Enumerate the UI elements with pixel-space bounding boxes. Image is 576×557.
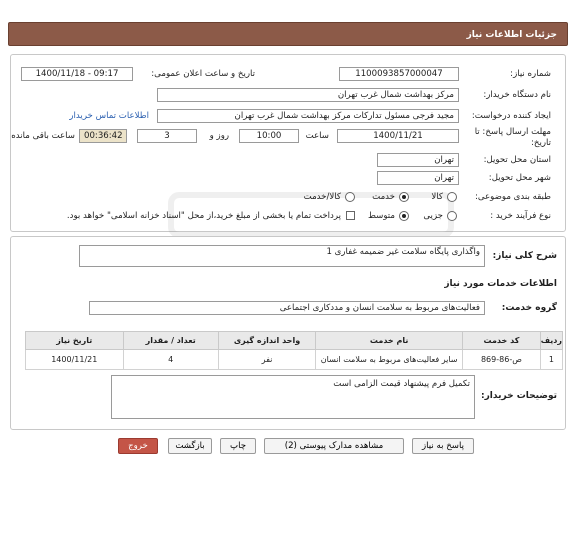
- buyer-org-label: نام دستگاه خریدار:: [483, 90, 551, 100]
- announce-label: تاریخ و ساعت اعلان عمومی:: [151, 69, 255, 79]
- province-label: استان محل تحویل:: [483, 155, 551, 165]
- actions-bar: [10, 430, 566, 464]
- deadline-days-label: روز و: [209, 131, 229, 141]
- category-label: طبقه بندی موضوعی:: [474, 192, 551, 202]
- process-label: نوع فرآیند خرید :: [490, 211, 551, 221]
- buyer-notes-label: توضیحات خریدار:: [481, 391, 557, 401]
- treasury-payment-checkbox[interactable]: [346, 211, 355, 220]
- table-row: [26, 350, 563, 370]
- col-name: نام خدمت: [316, 332, 463, 350]
- cell-qty: 4: [123, 350, 218, 370]
- deadline-time-label: ساعت: [305, 131, 329, 141]
- items-table: [25, 331, 563, 370]
- col-qty: تعداد / مقدار: [123, 332, 218, 350]
- process-medium-label: متوسط: [368, 211, 395, 221]
- category-goods-service-radio[interactable]: [345, 192, 355, 202]
- remaining-time-label: ساعت باقی مانده: [11, 131, 75, 141]
- view-attachments-button[interactable]: مشاهده مدارک پیوستی (2): [264, 438, 404, 454]
- col-row: ردیف: [540, 332, 562, 350]
- reply-button[interactable]: پاسخ به نیاز: [412, 438, 474, 454]
- requester-label: ایجاد کننده درخواست:: [471, 111, 551, 121]
- summary-label: شرح کلی نیاز:: [492, 251, 557, 261]
- exit-button[interactable]: خروج: [118, 438, 158, 454]
- treasury-payment-note: پرداخت تمام یا بخشی از مبلغ خرید،از محل "اسناد خزانه اسلامی" خواهد بود.: [66, 211, 341, 221]
- deadline-time-field: 10:00: [239, 129, 299, 143]
- process-minor-radio[interactable]: [447, 211, 457, 221]
- city-label: شهر محل تحویل:: [488, 173, 551, 183]
- deadline-label: مهلت ارسال پاسخ: تا تاریخ:: [474, 127, 551, 148]
- category-service-radio[interactable]: [399, 192, 409, 202]
- items-table-header: [26, 332, 563, 350]
- cell-code: ص-86-869: [463, 350, 541, 370]
- deadline-days-field: 3: [137, 129, 197, 143]
- category-goods-service-label: کالا/خدمت: [303, 192, 341, 202]
- service-group-label: گروه خدمت:: [501, 303, 557, 313]
- need-number-field: 1100093857000047: [339, 67, 459, 81]
- buyer-notes-field: تکمیل فرم پیشنهاد قیمت الزامی است: [111, 375, 475, 419]
- page-title-bar: [8, 22, 568, 46]
- services-panel: [10, 236, 566, 430]
- col-unit: واحد اندازه گیری: [218, 332, 315, 350]
- deadline-date-field: 1400/11/21: [337, 129, 459, 143]
- services-section-title: اطلاعات خدمات مورد نیاز: [444, 279, 557, 289]
- summary-field: واگذاری پایگاه سلامت غیر ضمیمه غفاری 1: [79, 245, 485, 267]
- category-goods-radio[interactable]: [447, 192, 457, 202]
- need-number-label: شماره نیاز:: [510, 69, 551, 79]
- announce-field: 1400/11/18 - 09:17: [21, 67, 133, 81]
- buyer-org-field: مرکز بهداشت شمال غرب تهران: [157, 88, 459, 102]
- service-group-field: فعالیت‌های مربوط به سلامت انسان و مددکاری اجتماعی: [89, 301, 485, 315]
- city-field: تهران: [377, 171, 459, 185]
- col-code: کد خدمت: [463, 332, 541, 350]
- cell-unit: نفر: [218, 350, 315, 370]
- category-goods-label: کالا: [431, 192, 443, 202]
- cell-row: 1: [540, 350, 562, 370]
- process-medium-radio[interactable]: [399, 211, 409, 221]
- print-button[interactable]: چاپ: [220, 438, 256, 454]
- back-button[interactable]: بازگشت: [168, 438, 212, 454]
- need-info-panel: [10, 54, 566, 232]
- category-service-label: خدمت: [372, 192, 395, 202]
- remaining-time-field: 00:36:42: [79, 129, 127, 143]
- process-minor-label: جزیی: [423, 211, 443, 221]
- requester-field: مجید فرجی مسئول تداركات مرکز بهداشت شمال غرب تهران: [157, 109, 459, 123]
- col-date: تاریخ نیاز: [26, 332, 124, 350]
- cell-date: 1400/11/21: [26, 350, 124, 370]
- province-field: تهران: [377, 153, 459, 167]
- page-title: جزئیات اطلاعات نیاز: [466, 30, 557, 40]
- buyer-contact-link[interactable]: اطلاعات تماس خریدار: [69, 111, 149, 121]
- cell-name: سایر فعالیت‌های مربوط به سلامت انسان: [316, 350, 463, 370]
